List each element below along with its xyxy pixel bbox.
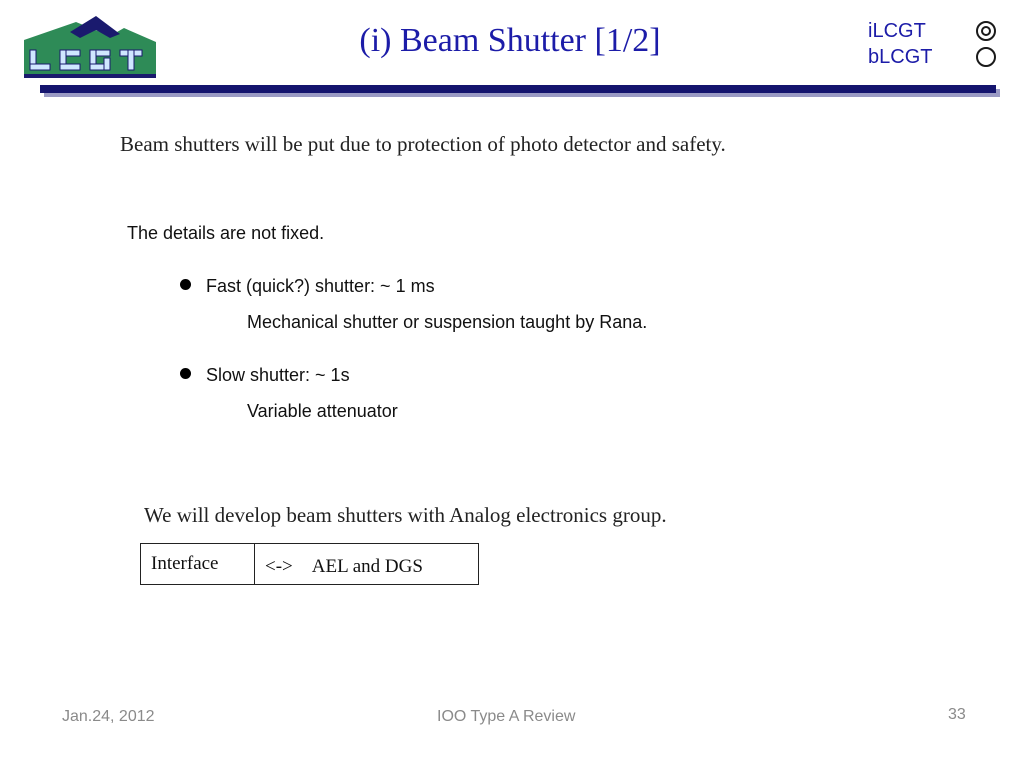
tag-label: bLCGT (868, 46, 933, 68)
bullet-item (180, 276, 435, 297)
bullet-sub: Variable attenuator (247, 401, 398, 421)
circle-icon (976, 47, 996, 67)
details-text: The details are not fixed. (127, 223, 325, 243)
lcgt-logo (24, 16, 156, 78)
bullet-sub: Mechanical shutter or suspension taught by Rana. (247, 312, 648, 332)
bullet-label: Fast (quick?) shutter: ~ 1 ms (206, 276, 435, 296)
slide-title: (i) Beam Shutter [1/2] (359, 22, 661, 59)
page-number: 33 (948, 706, 966, 723)
footer-date: Jan.24, 2012 (62, 708, 155, 725)
double-circle-icon (976, 21, 996, 41)
edition-tags (868, 18, 996, 70)
tag-ilcgt (868, 18, 996, 44)
bullet-item (180, 365, 350, 386)
develop-text: We will develop beam shutters with Analog electronics group. (144, 503, 667, 527)
logo-graphic (24, 16, 156, 78)
bullet-label: Slow shutter: ~ 1s (206, 365, 350, 385)
tag-blcgt (868, 44, 996, 70)
footer-center: IOO Type A Review (437, 708, 576, 725)
tag-label: iLCGT (868, 20, 926, 42)
interface-table (140, 543, 479, 585)
intro-text: Beam shutters will be put due to protection of photo detector and safety. (120, 132, 726, 156)
table-cell-left: Interface (141, 544, 255, 585)
bullet-dot-icon (180, 279, 191, 290)
bullet-dot-icon (180, 368, 191, 379)
header-rule (40, 85, 996, 93)
table-cell-right: <-> AEL and DGS (255, 544, 479, 585)
table-row (141, 544, 479, 585)
